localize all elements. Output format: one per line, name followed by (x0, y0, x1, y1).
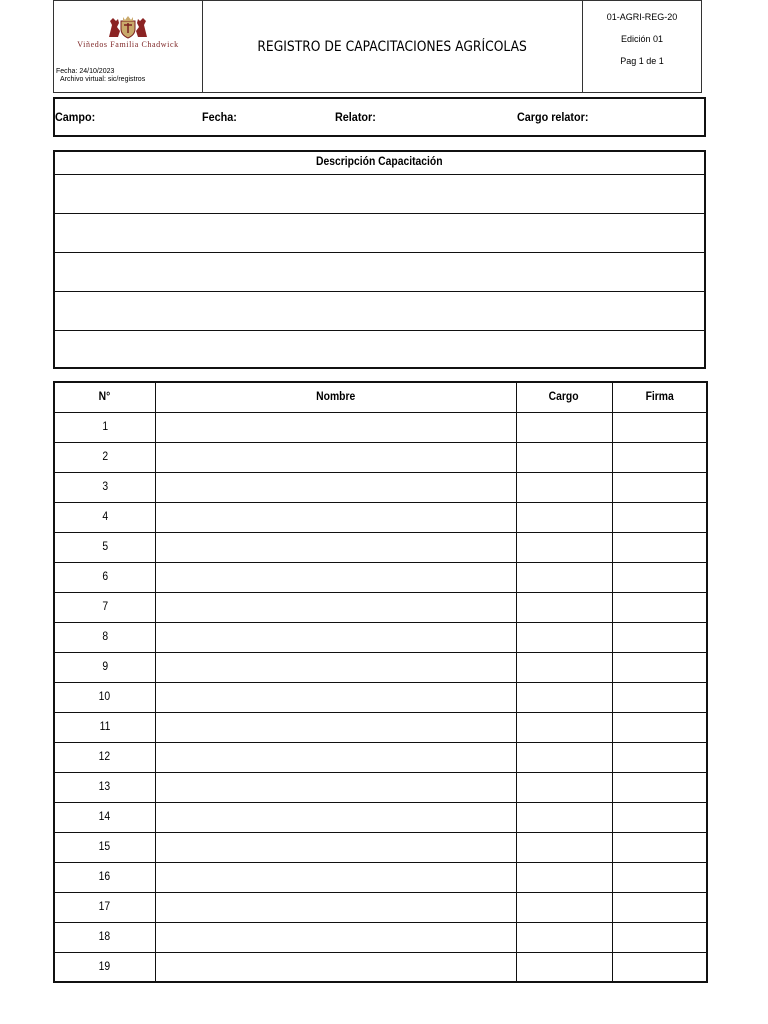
column-header-nombre: Nombre (155, 382, 516, 412)
row-number-cell: 7 (54, 592, 155, 622)
row-number-cell: 2 (54, 442, 155, 472)
table-row (54, 592, 707, 622)
cargo-cell[interactable] (516, 502, 612, 532)
table-row (54, 832, 707, 862)
nombre-cell[interactable] (155, 502, 516, 532)
description-line[interactable] (55, 292, 704, 331)
firma-cell[interactable] (612, 412, 707, 442)
nombre-cell[interactable] (155, 472, 516, 502)
cargo-cell[interactable] (516, 532, 612, 562)
cargo-cell[interactable] (516, 742, 612, 772)
nombre-cell[interactable] (155, 862, 516, 892)
fecha-label: Fecha: (202, 110, 237, 124)
document-edition: Edición 01 (620, 34, 664, 44)
cargo-cell[interactable] (516, 412, 612, 442)
company-logo (54, 15, 202, 49)
nombre-cell[interactable] (155, 892, 516, 922)
row-number-cell: 11 (54, 712, 155, 742)
row-number-cell: 1 (54, 412, 155, 442)
firma-cell[interactable] (612, 892, 707, 922)
table-row (54, 412, 707, 442)
cargo-cell[interactable] (516, 562, 612, 592)
coat-of-arms-icon (105, 15, 151, 39)
document-title: REGISTRO DE CAPACITACIONES AGRÍCOLAS (257, 38, 528, 55)
firma-cell[interactable] (612, 862, 707, 892)
nombre-cell[interactable] (155, 772, 516, 802)
description-line[interactable] (55, 214, 704, 253)
cargo-cell[interactable] (516, 442, 612, 472)
cargo-cell[interactable] (516, 802, 612, 832)
nombre-cell[interactable] (155, 742, 516, 772)
table-row (54, 742, 707, 772)
archive-path: Archivo virtual: sic/registros (60, 76, 146, 83)
row-number-cell: 18 (54, 922, 155, 952)
issue-date: Fecha: 24/10/2023 (56, 68, 115, 75)
cargo-cell[interactable] (516, 772, 612, 802)
row-number-cell: 4 (54, 502, 155, 532)
firma-cell[interactable] (612, 682, 707, 712)
table-row (54, 652, 707, 682)
firma-cell[interactable] (612, 562, 707, 592)
table-row (54, 532, 707, 562)
document-code: 01-AGRI-REG-20 (606, 12, 678, 22)
nombre-cell[interactable] (155, 532, 516, 562)
nombre-cell[interactable] (155, 592, 516, 622)
firma-cell[interactable] (612, 532, 707, 562)
page-number: Pag 1 de 1 (620, 56, 664, 66)
table-row (54, 682, 707, 712)
firma-cell[interactable] (612, 922, 707, 952)
company-name: Viñedos Familia Chadwick (77, 40, 179, 49)
table-row (54, 562, 707, 592)
nombre-cell[interactable] (155, 622, 516, 652)
firma-cell[interactable] (612, 832, 707, 862)
nombre-cell[interactable] (155, 922, 516, 952)
table-row (54, 892, 707, 922)
table-header-row (54, 382, 707, 412)
column-header-firma: Firma (612, 382, 707, 412)
firma-cell[interactable] (612, 442, 707, 472)
description-box (53, 150, 706, 369)
nombre-cell[interactable] (155, 412, 516, 442)
row-number-cell: 15 (54, 832, 155, 862)
campo-label: Campo: (55, 110, 96, 124)
description-line[interactable] (55, 175, 704, 214)
document-meta (56, 68, 145, 84)
table-row (54, 502, 707, 532)
firma-cell[interactable] (612, 772, 707, 802)
description-line[interactable] (55, 253, 704, 292)
row-number-cell: 13 (54, 772, 155, 802)
cargo-cell[interactable] (516, 652, 612, 682)
cargo-cell[interactable] (516, 862, 612, 892)
table-row (54, 442, 707, 472)
nombre-cell[interactable] (155, 652, 516, 682)
nombre-cell[interactable] (155, 562, 516, 592)
nombre-cell[interactable] (155, 442, 516, 472)
cargo-cell[interactable] (516, 712, 612, 742)
cargo-cell[interactable] (516, 832, 612, 862)
firma-cell[interactable] (612, 802, 707, 832)
row-number-cell: 14 (54, 802, 155, 832)
firma-cell[interactable] (612, 592, 707, 622)
nombre-cell[interactable] (155, 802, 516, 832)
table-row (54, 922, 707, 952)
table-row (54, 712, 707, 742)
row-number-cell: 3 (54, 472, 155, 502)
firma-cell[interactable] (612, 472, 707, 502)
firma-cell[interactable] (612, 502, 707, 532)
document-header (53, 0, 702, 93)
cargo-cell[interactable] (516, 472, 612, 502)
firma-cell[interactable] (612, 742, 707, 772)
table-row (54, 952, 707, 982)
firma-cell[interactable] (612, 652, 707, 682)
title-cell (203, 1, 583, 92)
cargo-cell[interactable] (516, 892, 612, 922)
relator-label: Relator: (335, 110, 376, 124)
firma-cell[interactable] (612, 712, 707, 742)
description-header: Descripción Capacitación (55, 152, 704, 175)
column-header-number: N° (54, 382, 155, 412)
table-row (54, 802, 707, 832)
row-number-cell: 12 (54, 742, 155, 772)
attendance-rows (54, 412, 707, 982)
cargo-cell[interactable] (516, 592, 612, 622)
nombre-cell[interactable] (155, 682, 516, 712)
row-number-cell: 17 (54, 892, 155, 922)
cargo-cell[interactable] (516, 622, 612, 652)
nombre-cell[interactable] (155, 712, 516, 742)
firma-cell[interactable] (612, 952, 707, 982)
table-row (54, 622, 707, 652)
table-row (54, 862, 707, 892)
training-info-bar (53, 97, 706, 137)
row-number-cell: 10 (54, 682, 155, 712)
cargo-cell[interactable] (516, 922, 612, 952)
column-header-cargo: Cargo (516, 382, 612, 412)
row-number-cell: 6 (54, 562, 155, 592)
code-cell (583, 1, 701, 92)
nombre-cell[interactable] (155, 832, 516, 862)
row-number-cell: 16 (54, 862, 155, 892)
row-number-cell: 9 (54, 652, 155, 682)
table-row (54, 772, 707, 802)
cargo-relator-label: Cargo relator: (517, 110, 589, 124)
cargo-cell[interactable] (516, 682, 612, 712)
table-row (54, 472, 707, 502)
description-line[interactable] (55, 331, 704, 370)
logo-cell (54, 1, 203, 92)
row-number-cell: 5 (54, 532, 155, 562)
row-number-cell: 8 (54, 622, 155, 652)
row-number-cell: 19 (54, 952, 155, 982)
cargo-cell[interactable] (516, 952, 612, 982)
firma-cell[interactable] (612, 622, 707, 652)
attendance-table (53, 381, 708, 983)
nombre-cell[interactable] (155, 952, 516, 982)
